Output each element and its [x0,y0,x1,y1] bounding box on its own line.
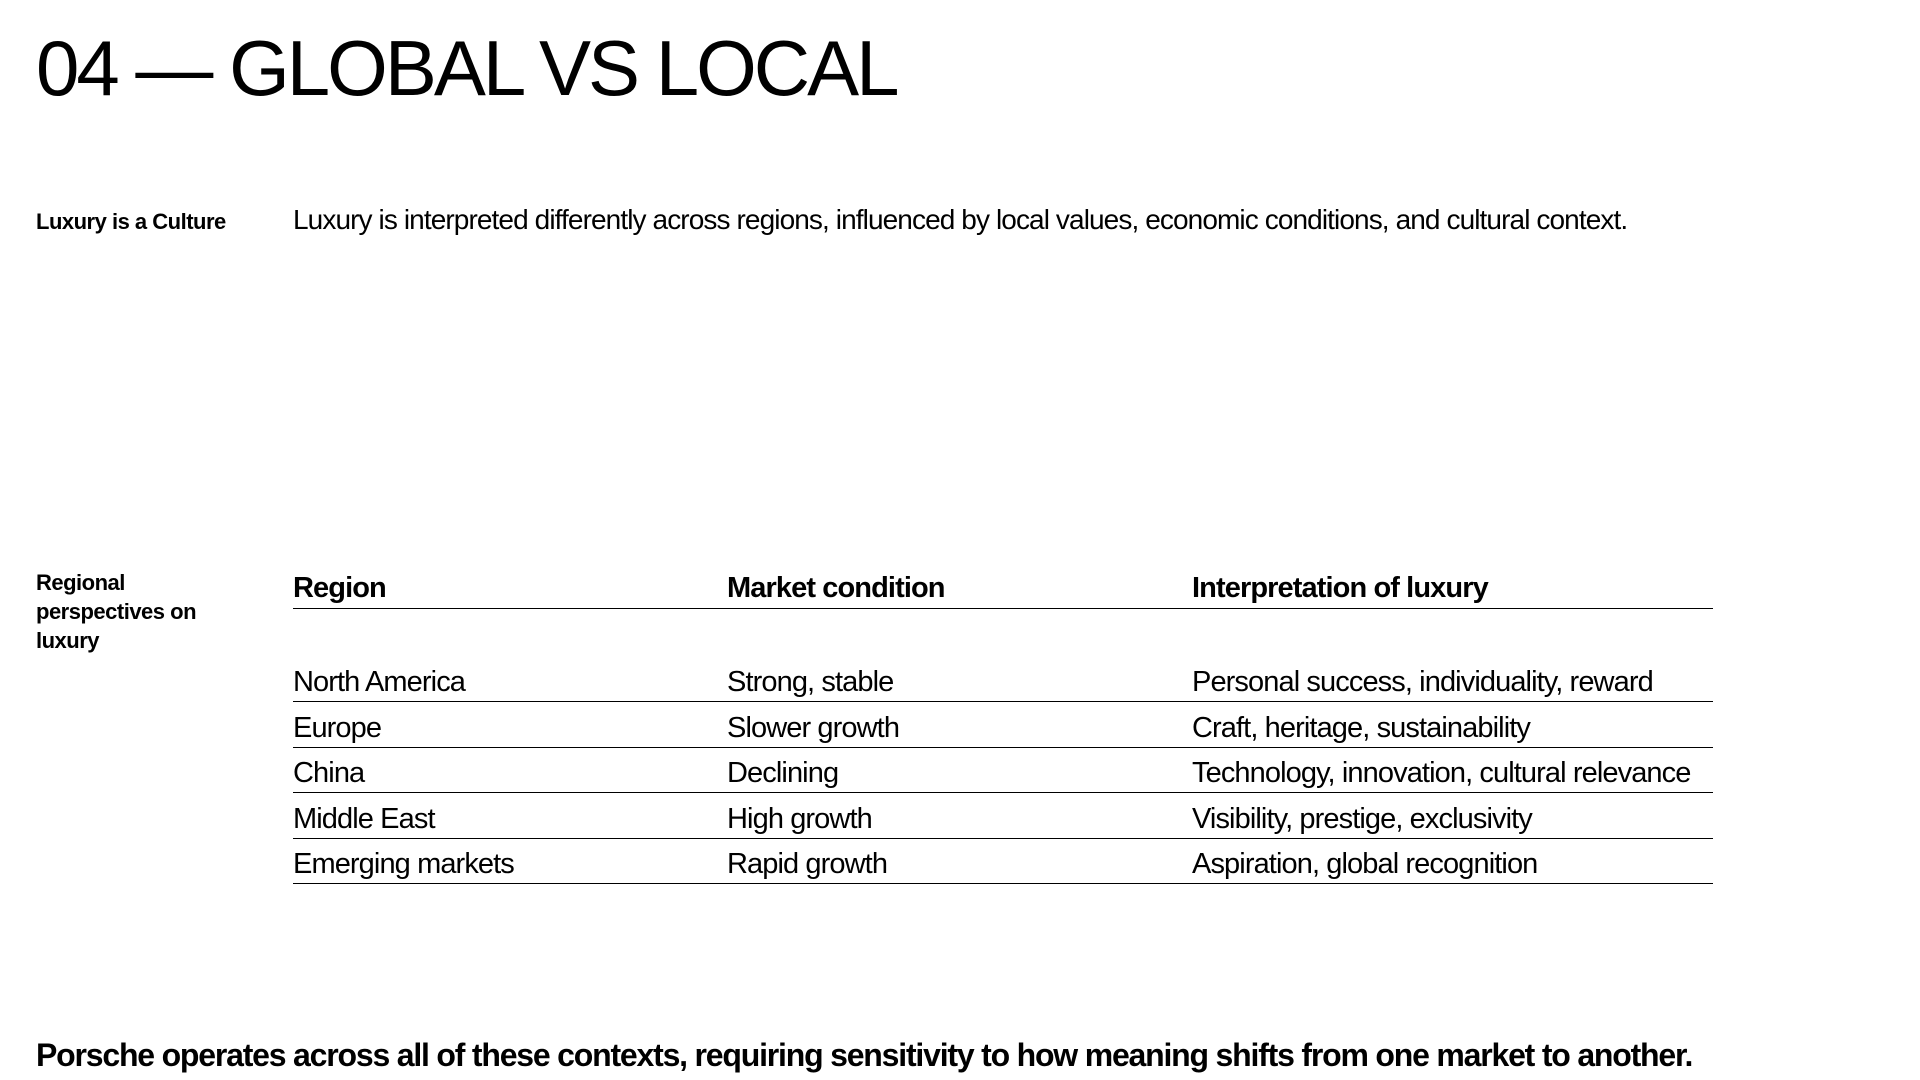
table-cell-interpretation: Aspiration, global recognition [1192,848,1538,880]
column-header-market-condition: Market condition [727,572,945,604]
page-title: 04 — GLOBAL VS LOCAL [36,24,897,112]
table-cell-region: North America [293,666,466,698]
table-row [293,702,1713,748]
section-label-luxury-culture: Luxury is a Culture [36,209,226,234]
conclusion-statement: Porsche operates across all of these contexts, requiring sensitivity to how meaning shifts from one market to another. [36,1037,1693,1073]
table-cell-region: Europe [293,711,382,744]
table-cell-market-condition: Rapid growth [727,848,888,880]
regional-luxury-table [293,566,1713,884]
table-cell-interpretation: Technology, innovation, cultural relevance [1192,757,1691,789]
table-cell-market-condition: Slower growth [727,711,900,744]
table-cell-market-condition: Strong, stable [727,666,894,698]
table-row [293,839,1713,885]
table-cell-region: Emerging markets [293,848,514,880]
table-row [293,793,1713,839]
table-cell-region: China [293,757,365,789]
column-header-interpretation: Interpretation of luxury [1192,572,1488,604]
column-header-region: Region [293,572,386,604]
table-cell-interpretation: Visibility, prestige, exclusivity [1192,802,1532,835]
table-cell-region: Middle East [293,802,435,835]
table-cell-interpretation: Craft, heritage, sustainability [1192,711,1530,744]
table-cell-interpretation: Personal success, individuality, reward [1192,666,1653,698]
section-label-regional-perspectives: Regional perspectives on luxury [36,570,197,653]
table-cell-market-condition: Declining [727,757,839,789]
table-row [293,748,1713,794]
table-body [293,658,1713,884]
table-row [293,658,1713,702]
table-header-row [293,566,1713,609]
intro-text: Luxury is interpreted differently across regions, influenced by local values, economic conditions, and cultural context. [293,204,1628,235]
table-cell-market-condition: High growth [727,802,872,835]
